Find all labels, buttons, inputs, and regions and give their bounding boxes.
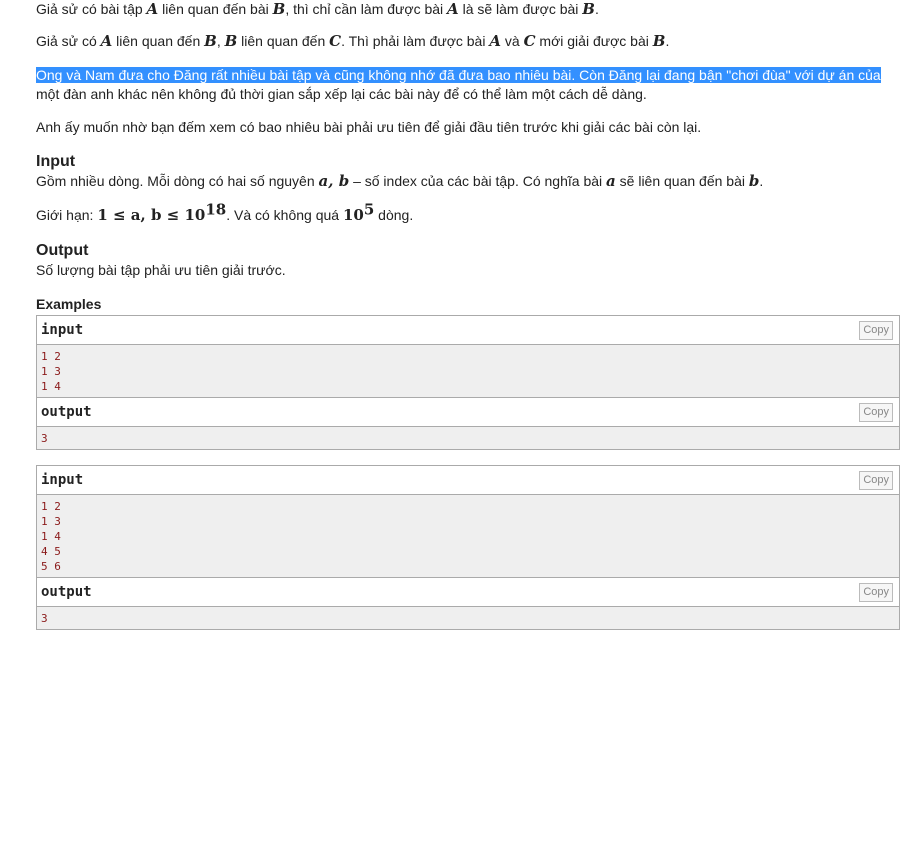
text: Giới hạn: (36, 207, 98, 223)
text: , thì chỉ cần làm được bài (285, 1, 448, 17)
text: mới giải được bài (535, 33, 653, 49)
input-line: 1 3 (41, 365, 61, 378)
math-var: B (652, 32, 666, 50)
example-input-header (37, 466, 899, 495)
text: là sẽ làm được bài (458, 1, 583, 17)
example-output-header (37, 398, 899, 427)
input-line: 1 2 (41, 350, 61, 363)
text: một đàn anh khác nên không đủ thời gian sắp xếp lại các bài này để có thể làm một cách dễ dàng. (36, 86, 647, 102)
math-var: B (272, 0, 286, 18)
text: Gồm nhiều dòng. Mỗi dòng có hai số nguyên (36, 173, 319, 189)
paragraph-4 (36, 118, 701, 137)
output-line: 3 (41, 612, 48, 625)
text: liên quan đến bài (158, 1, 273, 17)
math-var: A (489, 32, 501, 50)
paragraph-1 (36, 0, 599, 19)
math-var: a, b (318, 172, 350, 190)
copy-output-button[interactable]: Copy (859, 403, 893, 422)
input-line: 4 5 (41, 545, 61, 558)
example-input-content (37, 345, 899, 398)
example-2 (36, 465, 900, 630)
math-var: a (606, 172, 616, 190)
input-section-title: Input (36, 153, 76, 170)
math-var: A (146, 0, 159, 18)
text: . Và có không quá (226, 207, 343, 223)
paragraph-2 (36, 32, 669, 51)
math-var: B (582, 0, 595, 18)
input-label: input (41, 472, 84, 488)
input-line: 1 2 (41, 500, 61, 513)
text: Giả sử có (36, 33, 101, 49)
math-expr: 10 (342, 206, 364, 224)
input-description (36, 172, 763, 191)
selected-text: Ong và Nam đưa cho Đăng rất nhiều bài tập và cũng không nhớ đã đưa bao nhiêu bài. Còn Đăng lại đang bận "chơi đùa" với dự án của (36, 67, 881, 83)
text: . (665, 33, 670, 49)
paragraph-3 (36, 66, 881, 104)
math-var: C (523, 32, 536, 50)
text: liên quan đến (237, 33, 330, 49)
input-line: 1 3 (41, 515, 61, 528)
math-exponent: 18 (205, 200, 227, 219)
text: Giả sử có bài tập (36, 1, 147, 17)
input-limits (36, 200, 414, 225)
text: sẽ liên quan đến bài (615, 173, 749, 189)
math-var: A (100, 32, 113, 50)
text: và (501, 33, 524, 49)
output-section-title: Output (36, 242, 89, 259)
output-description (36, 261, 286, 280)
example-output-content (37, 427, 899, 449)
text: . (759, 173, 764, 189)
copy-input-button[interactable]: Copy (859, 321, 893, 340)
example-output-header (37, 578, 899, 607)
text: Số lượng bài tập phải ưu tiên giải trước. (36, 262, 286, 278)
example-1 (36, 315, 900, 450)
math-expr: 1 ≤ a, b ≤ 10 (97, 206, 206, 224)
output-label: output (41, 404, 92, 420)
example-input-header (37, 316, 899, 345)
text: , (216, 33, 225, 49)
input-label: input (41, 322, 84, 338)
text: . Thì phải làm được bài (341, 33, 490, 49)
input-line: 1 4 (41, 530, 61, 543)
example-input-content (37, 495, 899, 578)
math-var: B (224, 32, 238, 50)
text: – số index của các bài tập. Có nghĩa bài (349, 173, 607, 189)
math-var: B (204, 32, 217, 50)
math-var: A (447, 0, 459, 18)
output-label: output (41, 584, 92, 600)
math-var: b (748, 172, 760, 190)
input-line: 5 6 (41, 560, 61, 573)
text: dòng. (374, 207, 414, 223)
text: . (594, 1, 599, 17)
copy-input-button[interactable]: Copy (859, 471, 893, 490)
input-line: 1 4 (41, 380, 61, 393)
examples-title: Examples (36, 296, 102, 312)
math-var: C (329, 32, 342, 50)
text: liên quan đến (112, 33, 205, 49)
text: Anh ấy muốn nhờ bạn đếm xem có bao nhiêu bài phải ưu tiên để giải đầu tiên trước khi giải các bài còn lại. (36, 119, 702, 135)
math-exponent: 5 (363, 200, 375, 219)
copy-output-button[interactable]: Copy (859, 583, 893, 602)
output-line: 3 (41, 432, 48, 445)
example-output-content (37, 607, 899, 629)
